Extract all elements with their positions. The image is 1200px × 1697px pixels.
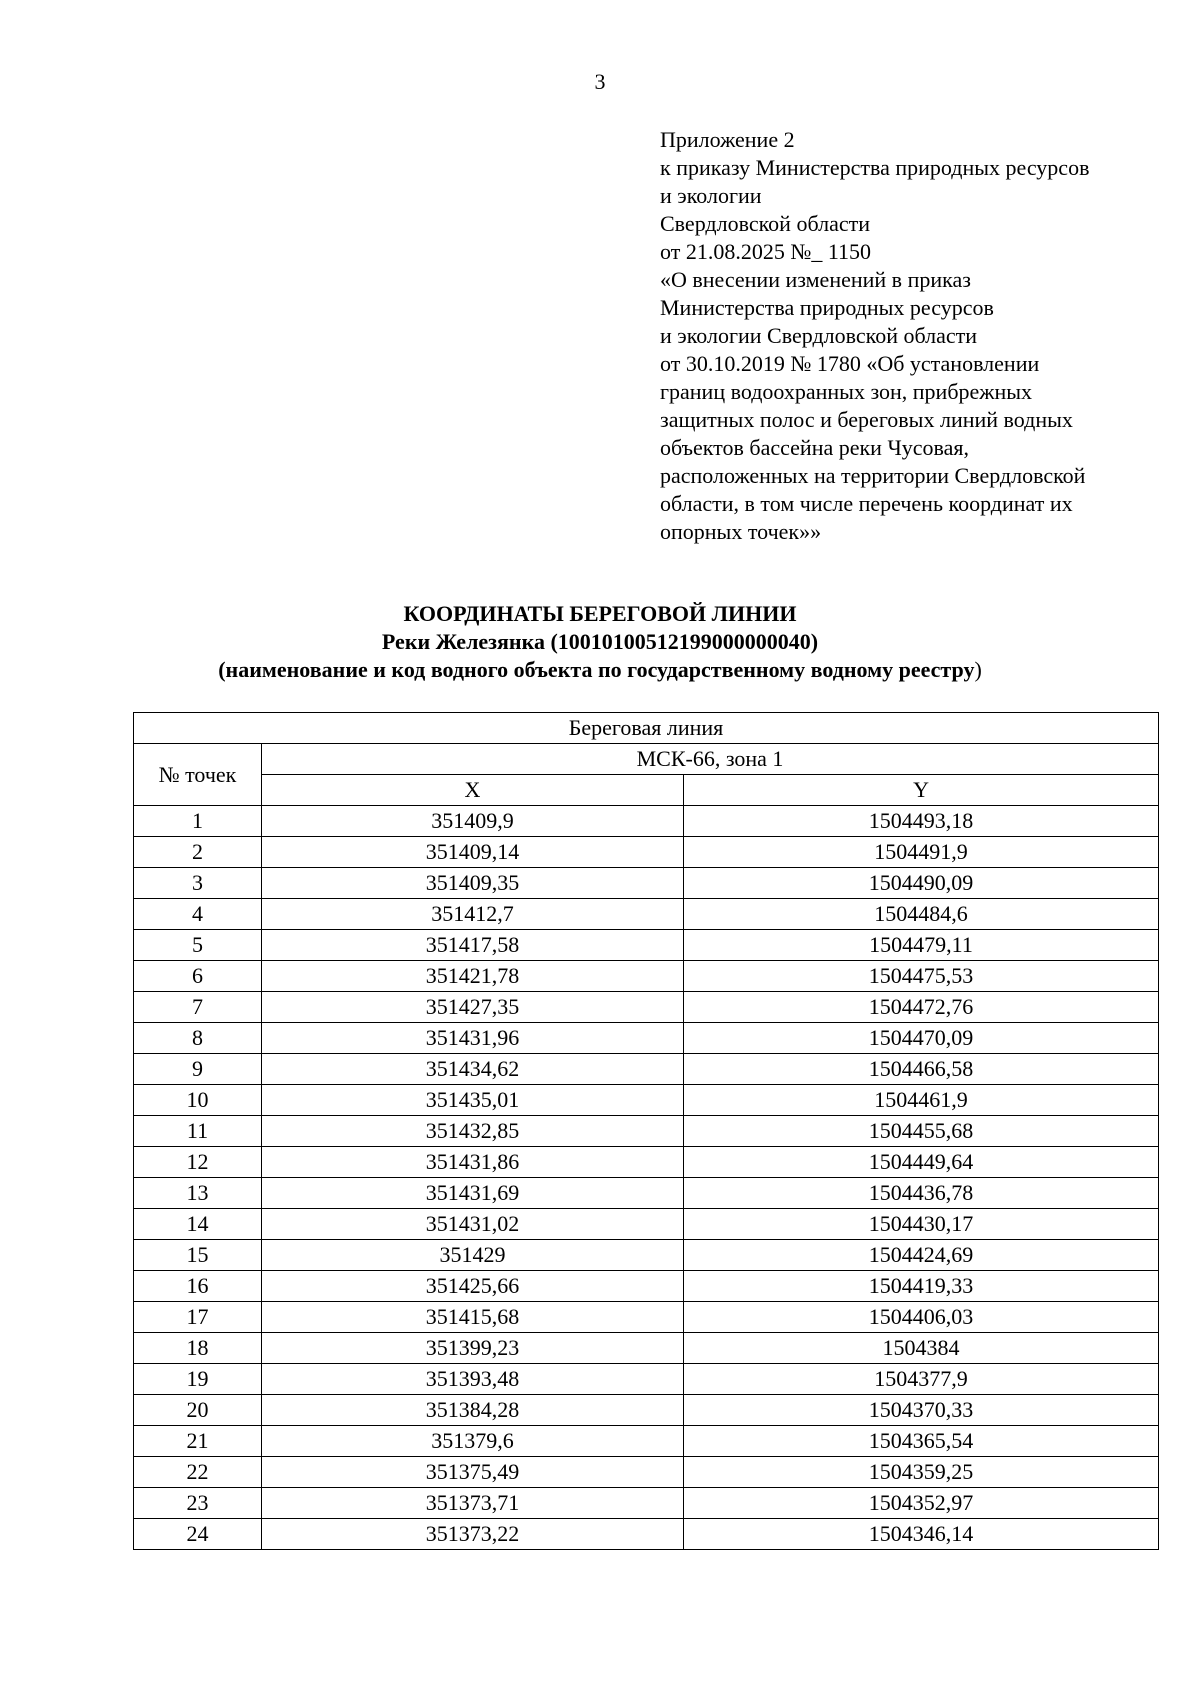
header-y: Y <box>684 775 1159 806</box>
table-row <box>134 1333 1159 1364</box>
y-coordinate-cell: 1504377,9 <box>684 1364 1159 1395</box>
y-coordinate-cell: 1504455,68 <box>684 1116 1159 1147</box>
x-coordinate-cell: 351412,7 <box>262 899 684 930</box>
x-coordinate-cell: 351384,28 <box>262 1395 684 1426</box>
point-number-cell: 23 <box>134 1488 262 1519</box>
document-title <box>0 600 1200 684</box>
x-coordinate-cell: 351373,22 <box>262 1519 684 1550</box>
table-header-row <box>134 713 1159 744</box>
appendix-line: опорных точек»» <box>660 519 822 544</box>
x-coordinate-cell: 351434,62 <box>262 1054 684 1085</box>
appendix-line: к приказу Министерства природных ресурсов <box>660 155 1090 180</box>
x-coordinate-cell: 351409,14 <box>262 837 684 868</box>
page-number: 3 <box>594 69 606 94</box>
y-coordinate-cell: 1504424,69 <box>684 1240 1159 1271</box>
table-row <box>134 837 1159 868</box>
table-row <box>134 961 1159 992</box>
table-row <box>134 1302 1159 1333</box>
title-caption-text: (наименование и код водного объекта по государственному водному реестру <box>218 657 975 682</box>
appendix-line: объектов бассейна реки Чусовая, <box>660 435 969 460</box>
table-row <box>134 1426 1159 1457</box>
table-row <box>134 1209 1159 1240</box>
table-header-row <box>134 775 1159 806</box>
point-number-cell: 6 <box>134 961 262 992</box>
point-number-cell: 10 <box>134 1085 262 1116</box>
x-coordinate-cell: 351435,01 <box>262 1085 684 1116</box>
point-number-cell: 12 <box>134 1147 262 1178</box>
table-row <box>134 992 1159 1023</box>
header-shoreline: Береговая линия <box>134 713 1159 744</box>
table-row <box>134 1054 1159 1085</box>
x-coordinate-cell: 351379,6 <box>262 1426 684 1457</box>
appendix-line: и экологии Свердловской области <box>660 323 978 348</box>
y-coordinate-cell: 1504470,09 <box>684 1023 1159 1054</box>
header-x: X <box>262 775 684 806</box>
table-row <box>134 1519 1159 1550</box>
point-number-cell: 5 <box>134 930 262 961</box>
point-number-cell: 7 <box>134 992 262 1023</box>
x-coordinate-cell: 351415,68 <box>262 1302 684 1333</box>
title-caption-tail: ) <box>974 657 982 682</box>
appendix-line: «О внесении изменений в приказ <box>660 267 971 292</box>
x-coordinate-cell: 351431,96 <box>262 1023 684 1054</box>
y-coordinate-cell: 1504419,33 <box>684 1271 1159 1302</box>
x-coordinate-cell: 351417,58 <box>262 930 684 961</box>
coordinates-table-wrap <box>133 712 1158 1550</box>
point-number-cell: 9 <box>134 1054 262 1085</box>
x-coordinate-cell: 351409,9 <box>262 806 684 837</box>
header-points: № точек <box>134 744 262 806</box>
point-number-cell: 22 <box>134 1457 262 1488</box>
appendix-line: Свердловской области <box>660 211 870 236</box>
y-coordinate-cell: 1504461,9 <box>684 1085 1159 1116</box>
table-header-row <box>134 744 1159 775</box>
table-row <box>134 1364 1159 1395</box>
point-number-cell: 19 <box>134 1364 262 1395</box>
table-row <box>134 1147 1159 1178</box>
y-coordinate-cell: 1504352,97 <box>684 1488 1159 1519</box>
x-coordinate-cell: 351393,48 <box>262 1364 684 1395</box>
table-row <box>134 1488 1159 1519</box>
appendix-line: области, в том числе перечень координат их <box>660 491 1073 516</box>
y-coordinate-cell: 1504384 <box>684 1333 1159 1364</box>
table-row <box>134 1116 1159 1147</box>
y-coordinate-cell: 1504436,78 <box>684 1178 1159 1209</box>
point-number-cell: 1 <box>134 806 262 837</box>
x-coordinate-cell: 351431,69 <box>262 1178 684 1209</box>
table-row <box>134 1395 1159 1426</box>
appendix-note <box>660 126 1160 546</box>
appendix-line: границ водоохранных зон, прибрежных <box>660 379 1033 404</box>
coordinates-table <box>133 712 1159 1550</box>
y-coordinate-cell: 1504449,64 <box>684 1147 1159 1178</box>
appendix-line: расположенных на территории Свердловской <box>660 463 1086 488</box>
point-number-cell: 3 <box>134 868 262 899</box>
header-coordinate-system: МСК-66, зона 1 <box>262 744 1159 775</box>
point-number-cell: 17 <box>134 1302 262 1333</box>
x-coordinate-cell: 351373,71 <box>262 1488 684 1519</box>
appendix-line: и экологии <box>660 183 762 208</box>
table-row <box>134 930 1159 961</box>
x-coordinate-cell: 351429 <box>262 1240 684 1271</box>
point-number-cell: 20 <box>134 1395 262 1426</box>
x-coordinate-cell: 351431,02 <box>262 1209 684 1240</box>
table-row <box>134 868 1159 899</box>
x-coordinate-cell: 351431,86 <box>262 1147 684 1178</box>
point-number-cell: 2 <box>134 837 262 868</box>
y-coordinate-cell: 1504346,14 <box>684 1519 1159 1550</box>
water-object-name: Реки Железянка (10010100512199000000040) <box>381 629 819 654</box>
title-heading: КООРДИНАТЫ БЕРЕГОВОЙ ЛИНИИ <box>403 601 797 626</box>
point-number-cell: 21 <box>134 1426 262 1457</box>
appendix-line: Приложение 2 <box>660 127 795 152</box>
y-coordinate-cell: 1504490,09 <box>684 868 1159 899</box>
title-caption <box>0 656 1200 684</box>
table-row <box>134 806 1159 837</box>
table-row <box>134 1271 1159 1302</box>
y-coordinate-cell: 1504370,33 <box>684 1395 1159 1426</box>
y-coordinate-cell: 1504475,53 <box>684 961 1159 992</box>
appendix-line: от 30.10.2019 № 1780 «Об установлении <box>660 351 1040 376</box>
y-coordinate-cell: 1504466,58 <box>684 1054 1159 1085</box>
y-coordinate-cell: 1504484,6 <box>684 899 1159 930</box>
point-number-cell: 14 <box>134 1209 262 1240</box>
x-coordinate-cell: 351409,35 <box>262 868 684 899</box>
y-coordinate-cell: 1504365,54 <box>684 1426 1159 1457</box>
point-number-cell: 4 <box>134 899 262 930</box>
point-number-cell: 18 <box>134 1333 262 1364</box>
y-coordinate-cell: 1504472,76 <box>684 992 1159 1023</box>
x-coordinate-cell: 351425,66 <box>262 1271 684 1302</box>
x-coordinate-cell: 351427,35 <box>262 992 684 1023</box>
x-coordinate-cell: 351399,23 <box>262 1333 684 1364</box>
appendix-line: от 21.08.2025 №_ 1150 <box>660 239 871 264</box>
table-row <box>134 1240 1159 1271</box>
point-number-cell: 16 <box>134 1271 262 1302</box>
point-number-cell: 11 <box>134 1116 262 1147</box>
table-row <box>134 1178 1159 1209</box>
point-number-cell: 24 <box>134 1519 262 1550</box>
point-number-cell: 15 <box>134 1240 262 1271</box>
x-coordinate-cell: 351421,78 <box>262 961 684 992</box>
x-coordinate-cell: 351432,85 <box>262 1116 684 1147</box>
y-coordinate-cell: 1504430,17 <box>684 1209 1159 1240</box>
y-coordinate-cell: 1504406,03 <box>684 1302 1159 1333</box>
point-number-cell: 13 <box>134 1178 262 1209</box>
y-coordinate-cell: 1504359,25 <box>684 1457 1159 1488</box>
x-coordinate-cell: 351375,49 <box>262 1457 684 1488</box>
table-body <box>134 806 1159 1550</box>
appendix-line: защитных полос и береговых линий водных <box>660 407 1073 432</box>
appendix-line: Министерства природных ресурсов <box>660 295 994 320</box>
table-row <box>134 899 1159 930</box>
point-number-cell: 8 <box>134 1023 262 1054</box>
table-row <box>134 1457 1159 1488</box>
y-coordinate-cell: 1504493,18 <box>684 806 1159 837</box>
y-coordinate-cell: 1504479,11 <box>684 930 1159 961</box>
table-row <box>134 1023 1159 1054</box>
table-row <box>134 1085 1159 1116</box>
y-coordinate-cell: 1504491,9 <box>684 837 1159 868</box>
